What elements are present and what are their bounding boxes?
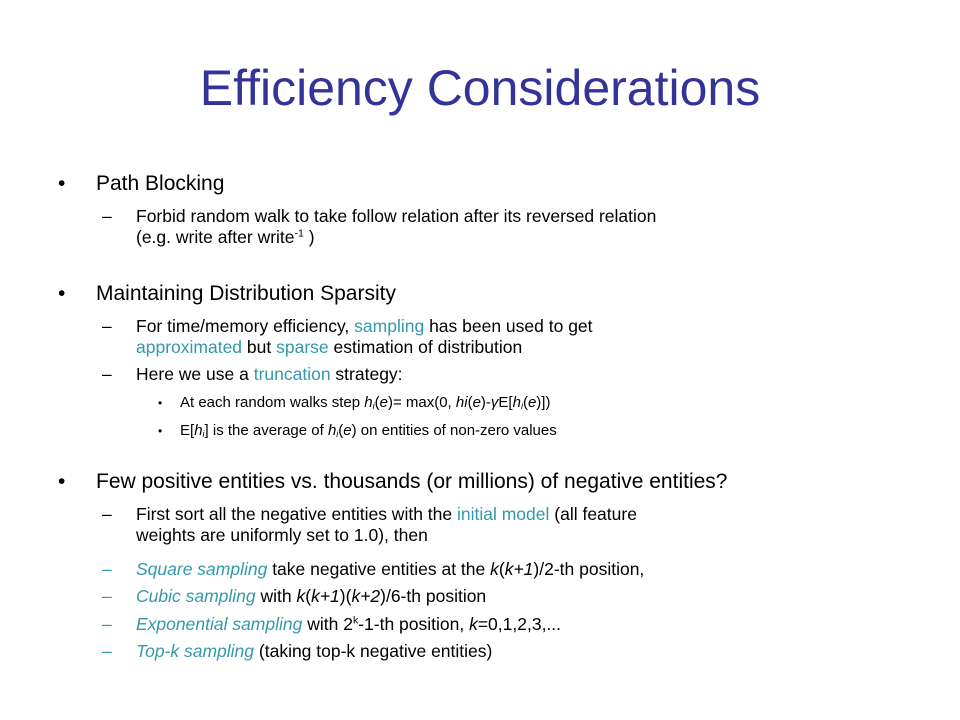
subitem-truncation xyxy=(102,364,403,385)
text-run: with 2 xyxy=(302,614,353,634)
text-run: ( xyxy=(467,394,473,411)
subitem-text: Forbid random walk to take follow relation after its reversed relation xyxy=(136,206,657,226)
highlight-sparse: sparse xyxy=(276,337,329,357)
math-var: k+1 xyxy=(504,559,534,579)
highlight-cubic-sampling: Cubic sampling xyxy=(136,586,256,606)
math-var: h xyxy=(327,422,337,439)
text-run: =0,1,2,3,... xyxy=(477,614,562,634)
text-run: estimation of distribution xyxy=(328,337,523,357)
bullet-sparsity xyxy=(58,282,396,306)
text-run: Here we use a xyxy=(136,364,254,384)
math-sub: i xyxy=(202,428,205,439)
heading-sparsity: Maintaining Distribution Sparsity xyxy=(96,282,396,305)
math-var: k xyxy=(296,586,306,606)
dash-marker: – xyxy=(102,559,112,579)
text-run: )]) xyxy=(536,394,551,411)
math-sub: i xyxy=(372,400,375,411)
text-run: )= max(0, xyxy=(387,394,456,411)
text-run: has been used to get xyxy=(424,316,593,336)
superscript: -1 xyxy=(294,227,304,240)
math-var: k xyxy=(490,559,499,579)
subitem-sort-negatives xyxy=(102,504,637,525)
heading-path-blocking: Path Blocking xyxy=(96,172,225,195)
text-run: )( xyxy=(339,586,352,606)
math-var: h xyxy=(364,394,373,411)
superscript: k xyxy=(352,614,359,627)
text-run: but xyxy=(242,337,277,357)
dash-marker: – xyxy=(102,504,112,524)
text-run: with xyxy=(255,586,297,606)
text-run: (e.g. write after write xyxy=(136,227,295,247)
dash-marker: – xyxy=(102,206,112,226)
bullet-path-blocking xyxy=(58,172,225,196)
bullet-marker: • xyxy=(158,424,163,438)
text-run: E[ xyxy=(498,394,513,411)
subitem-forbid-walk-line2 xyxy=(136,227,315,248)
text-run: weights are uniformly set to 1.0), then xyxy=(136,525,428,545)
subsubitem-random-walk-step xyxy=(158,394,551,412)
math-var: e xyxy=(527,394,537,411)
text-run: ) on entities of non-zero values xyxy=(351,422,557,439)
slide-title: Efficiency Considerations xyxy=(199,60,761,116)
highlight-initial-model: initial model xyxy=(456,504,550,524)
bullet-marker: • xyxy=(158,396,163,410)
math-var: e xyxy=(379,394,388,411)
text-run: For time/memory efficiency, xyxy=(136,316,355,336)
subitem-square-sampling xyxy=(102,559,645,580)
text-run: )- xyxy=(480,394,491,411)
subitem-sort-negatives-line2 xyxy=(136,525,428,546)
math-var: γ xyxy=(490,394,499,411)
highlight-exponential-sampling: Exponential sampling xyxy=(136,614,303,634)
dash-marker: – xyxy=(102,641,112,661)
math-var: e xyxy=(343,422,352,439)
math-var: h xyxy=(512,394,521,411)
math-var: hi xyxy=(455,394,468,411)
text-run: At each random walks step xyxy=(180,394,365,411)
heading-negative-entities: Few positive entities vs. thousands (or millions) of negative entities? xyxy=(96,470,728,493)
text-run: strategy: xyxy=(330,364,403,384)
math-var: k+1 xyxy=(311,586,340,606)
text-run: ) xyxy=(303,227,315,247)
highlight-square-sampling: Square sampling xyxy=(136,559,268,579)
bullet-marker: • xyxy=(58,470,66,493)
text-run: ( xyxy=(498,559,505,579)
subitem-forbid-walk xyxy=(102,206,657,227)
math-var: e xyxy=(472,394,481,411)
math-sub: i xyxy=(520,400,523,411)
highlight-truncation: truncation xyxy=(253,364,331,384)
subitem-topk-sampling xyxy=(102,641,493,662)
math-var: k+2 xyxy=(351,586,381,606)
bullet-marker: • xyxy=(58,172,66,195)
dash-marker: – xyxy=(102,586,112,606)
subsubitem-average xyxy=(158,422,557,440)
subitem-cubic-sampling xyxy=(102,586,487,607)
text-run: take negative entities at the xyxy=(267,559,491,579)
bullet-marker: • xyxy=(58,282,66,305)
text-run: ( xyxy=(338,422,344,439)
subitem-time-memory xyxy=(102,316,593,337)
text-run: (all feature xyxy=(549,504,637,524)
subitem-exponential-sampling xyxy=(102,614,562,635)
highlight-approximated: approximated xyxy=(136,337,243,357)
dash-marker: – xyxy=(102,614,112,634)
text-run: ( xyxy=(374,394,380,411)
math-sub: i xyxy=(336,428,339,439)
highlight-topk-sampling: Top-k sampling xyxy=(136,641,255,661)
bullet-negative-entities xyxy=(58,470,728,494)
text-run: ( xyxy=(522,394,528,411)
text-run: ] is the average of xyxy=(204,422,328,439)
text-run: )/6-th position xyxy=(380,586,487,606)
text-run: ( xyxy=(305,586,312,606)
text-run: First sort all the negative entities with the xyxy=(136,504,457,524)
text-run: E[ xyxy=(180,422,195,439)
highlight-sampling: sampling xyxy=(354,316,425,336)
dash-marker: – xyxy=(102,316,112,336)
text-run: (taking top-k negative entities) xyxy=(254,641,493,661)
dash-marker: – xyxy=(102,364,112,384)
math-var: k xyxy=(469,614,478,634)
text-run: )/2-th position, xyxy=(533,559,645,579)
math-var: h xyxy=(194,422,203,439)
subitem-time-memory-line2 xyxy=(136,337,522,358)
text-run: -1-th position, xyxy=(358,614,470,634)
